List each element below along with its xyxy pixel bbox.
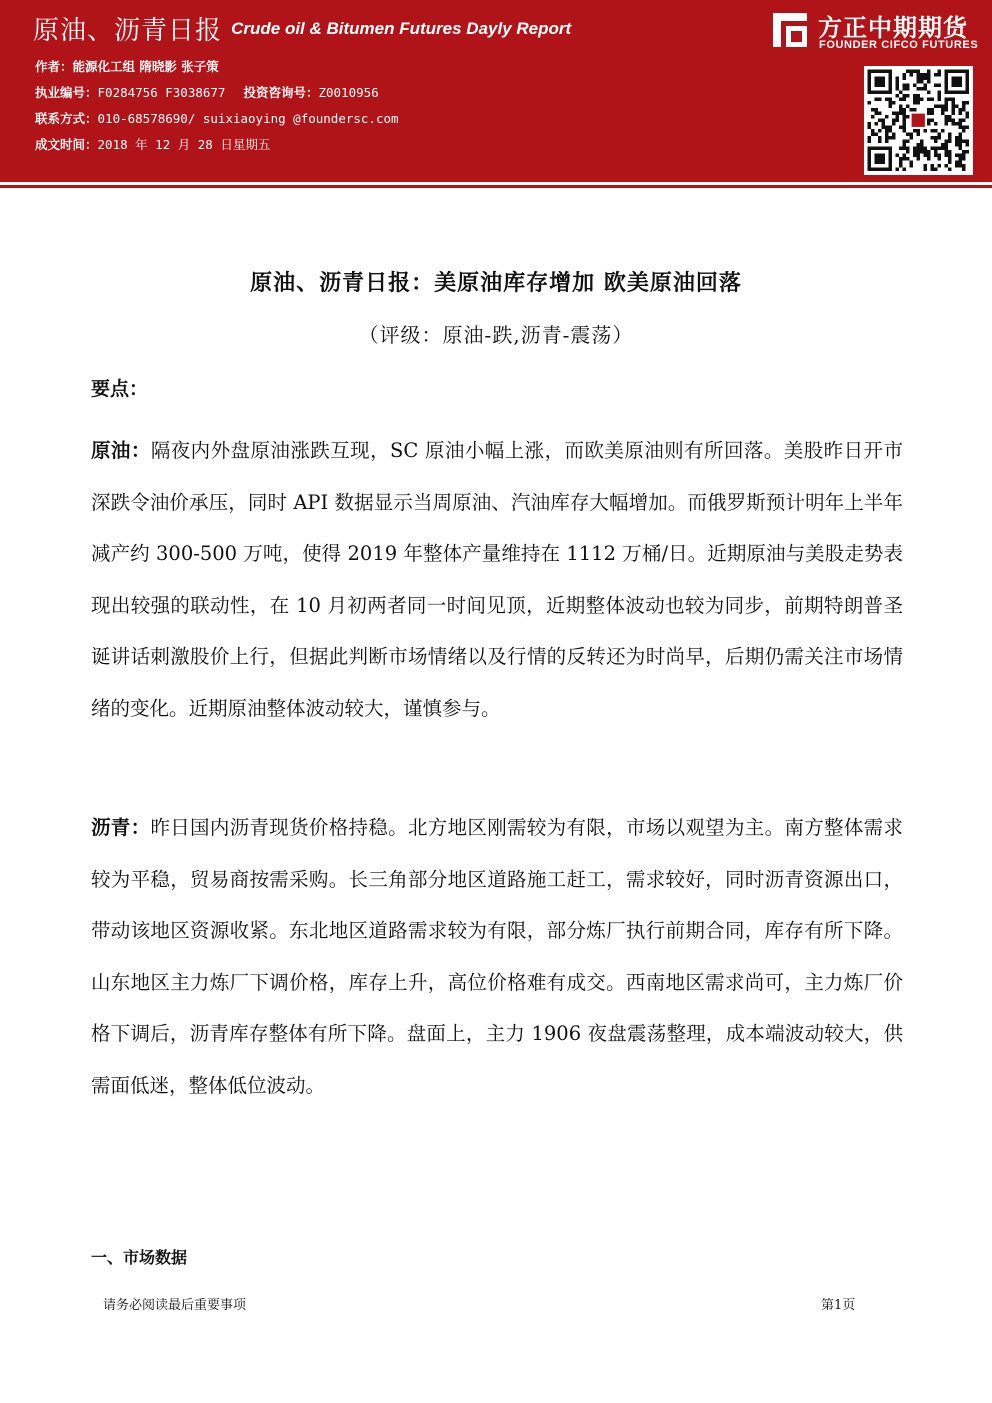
bitumen-paragraph bbox=[91, 802, 903, 1112]
contact-value: 010-68578690/ suixiaoying @foundersc.com bbox=[97, 111, 399, 126]
date-line bbox=[35, 135, 270, 153]
logo-name-cn: 方正中期期货 bbox=[818, 14, 968, 42]
report-title-en: Crude oil & Bitumen Futures Dayly Report bbox=[231, 18, 572, 38]
consult-label: 投资咨询号： bbox=[243, 85, 319, 100]
license-value: F0284756 F3038677 bbox=[97, 85, 226, 100]
qr-code bbox=[864, 66, 973, 175]
founder-logo-icon bbox=[770, 10, 810, 50]
crude-oil-text: 隔夜内外盘原油涨跌互现，SC 原油小幅上涨，而欧美原油则有所回落。美股昨日开市深跌令油价承压，同时 API 数据显示当周原油、汽油库存大幅增加。而俄罗斯预计明年上半年减产约 300-500 万吨，使得 2019 年整体产量维持在 1112 万桶/日。近期原油与美股走势表现出较强的联动性，在 10 月初两者同一时间见顶，近期整体波动也较为同步，前期特朗普圣诞讲话刺激股价上行，但据此判断市场情绪以及行情的反转还为时尚早，后期仍需关注市场情绪的变化。近期原油整体波动较大，谨慎参与。 bbox=[91, 439, 903, 720]
report-title bbox=[33, 10, 571, 47]
crude-oil-paragraph bbox=[91, 425, 903, 735]
key-points-label: 要点： bbox=[91, 378, 149, 400]
consult-value: Z0010956 bbox=[318, 85, 379, 100]
report-title-cn: 原油、沥青日报 bbox=[33, 16, 223, 46]
footer-notice: 请务必阅读最后重要事项 bbox=[103, 1298, 247, 1313]
header-divider bbox=[0, 185, 992, 188]
section-heading-market-data: 一、市场数据 bbox=[91, 1248, 188, 1267]
document-title: 原油、沥青日报：美原油库存增加 欧美原油回落 bbox=[250, 271, 742, 296]
date-label: 成文时间： bbox=[35, 137, 98, 152]
authors-value: 能源化工组 隋晓影 张子策 bbox=[72, 59, 219, 74]
contact-label: 联系方式： bbox=[35, 111, 98, 126]
license-line bbox=[35, 83, 379, 101]
report-header bbox=[0, 0, 992, 182]
contact-line bbox=[35, 109, 399, 127]
crude-oil-label: 原油： bbox=[91, 439, 151, 462]
date-value: 2018 年 12 月 28 日星期五 bbox=[97, 137, 271, 152]
bitumen-text: 昨日国内沥青现货价格持稳。北方地区刚需较为有限，市场以观望为主。南方整体需求较为平稳，贸易商按需采购。长三角部分地区道路施工赶工，需求较好，同时沥青资源出口，带动该地区资源收紧。东北地区道路需求较为有限，部分炼厂执行前期合同，库存有所下降。山东地区主力炼厂下调价格，库存上升，高位价格难有成交。西南地区需求尚可，主力炼厂价格下调后，沥青库存整体有所下降。盘面上，主力 1906 夜盘震荡整理，成本端波动较大，供需面低迷，整体低位波动。 bbox=[91, 816, 903, 1097]
license-label: 执业编号： bbox=[35, 85, 98, 100]
logo-name-en: FOUNDER CIFCO FUTURES bbox=[819, 39, 979, 51]
page-number: 第1页 bbox=[821, 1298, 856, 1313]
bitumen-label: 沥青： bbox=[91, 816, 151, 839]
authors-line bbox=[35, 57, 219, 75]
authors-label: 作者： bbox=[35, 59, 73, 74]
company-logo bbox=[770, 8, 985, 54]
document-rating: （评级：原油-跌,沥青-震荡） bbox=[358, 323, 634, 347]
